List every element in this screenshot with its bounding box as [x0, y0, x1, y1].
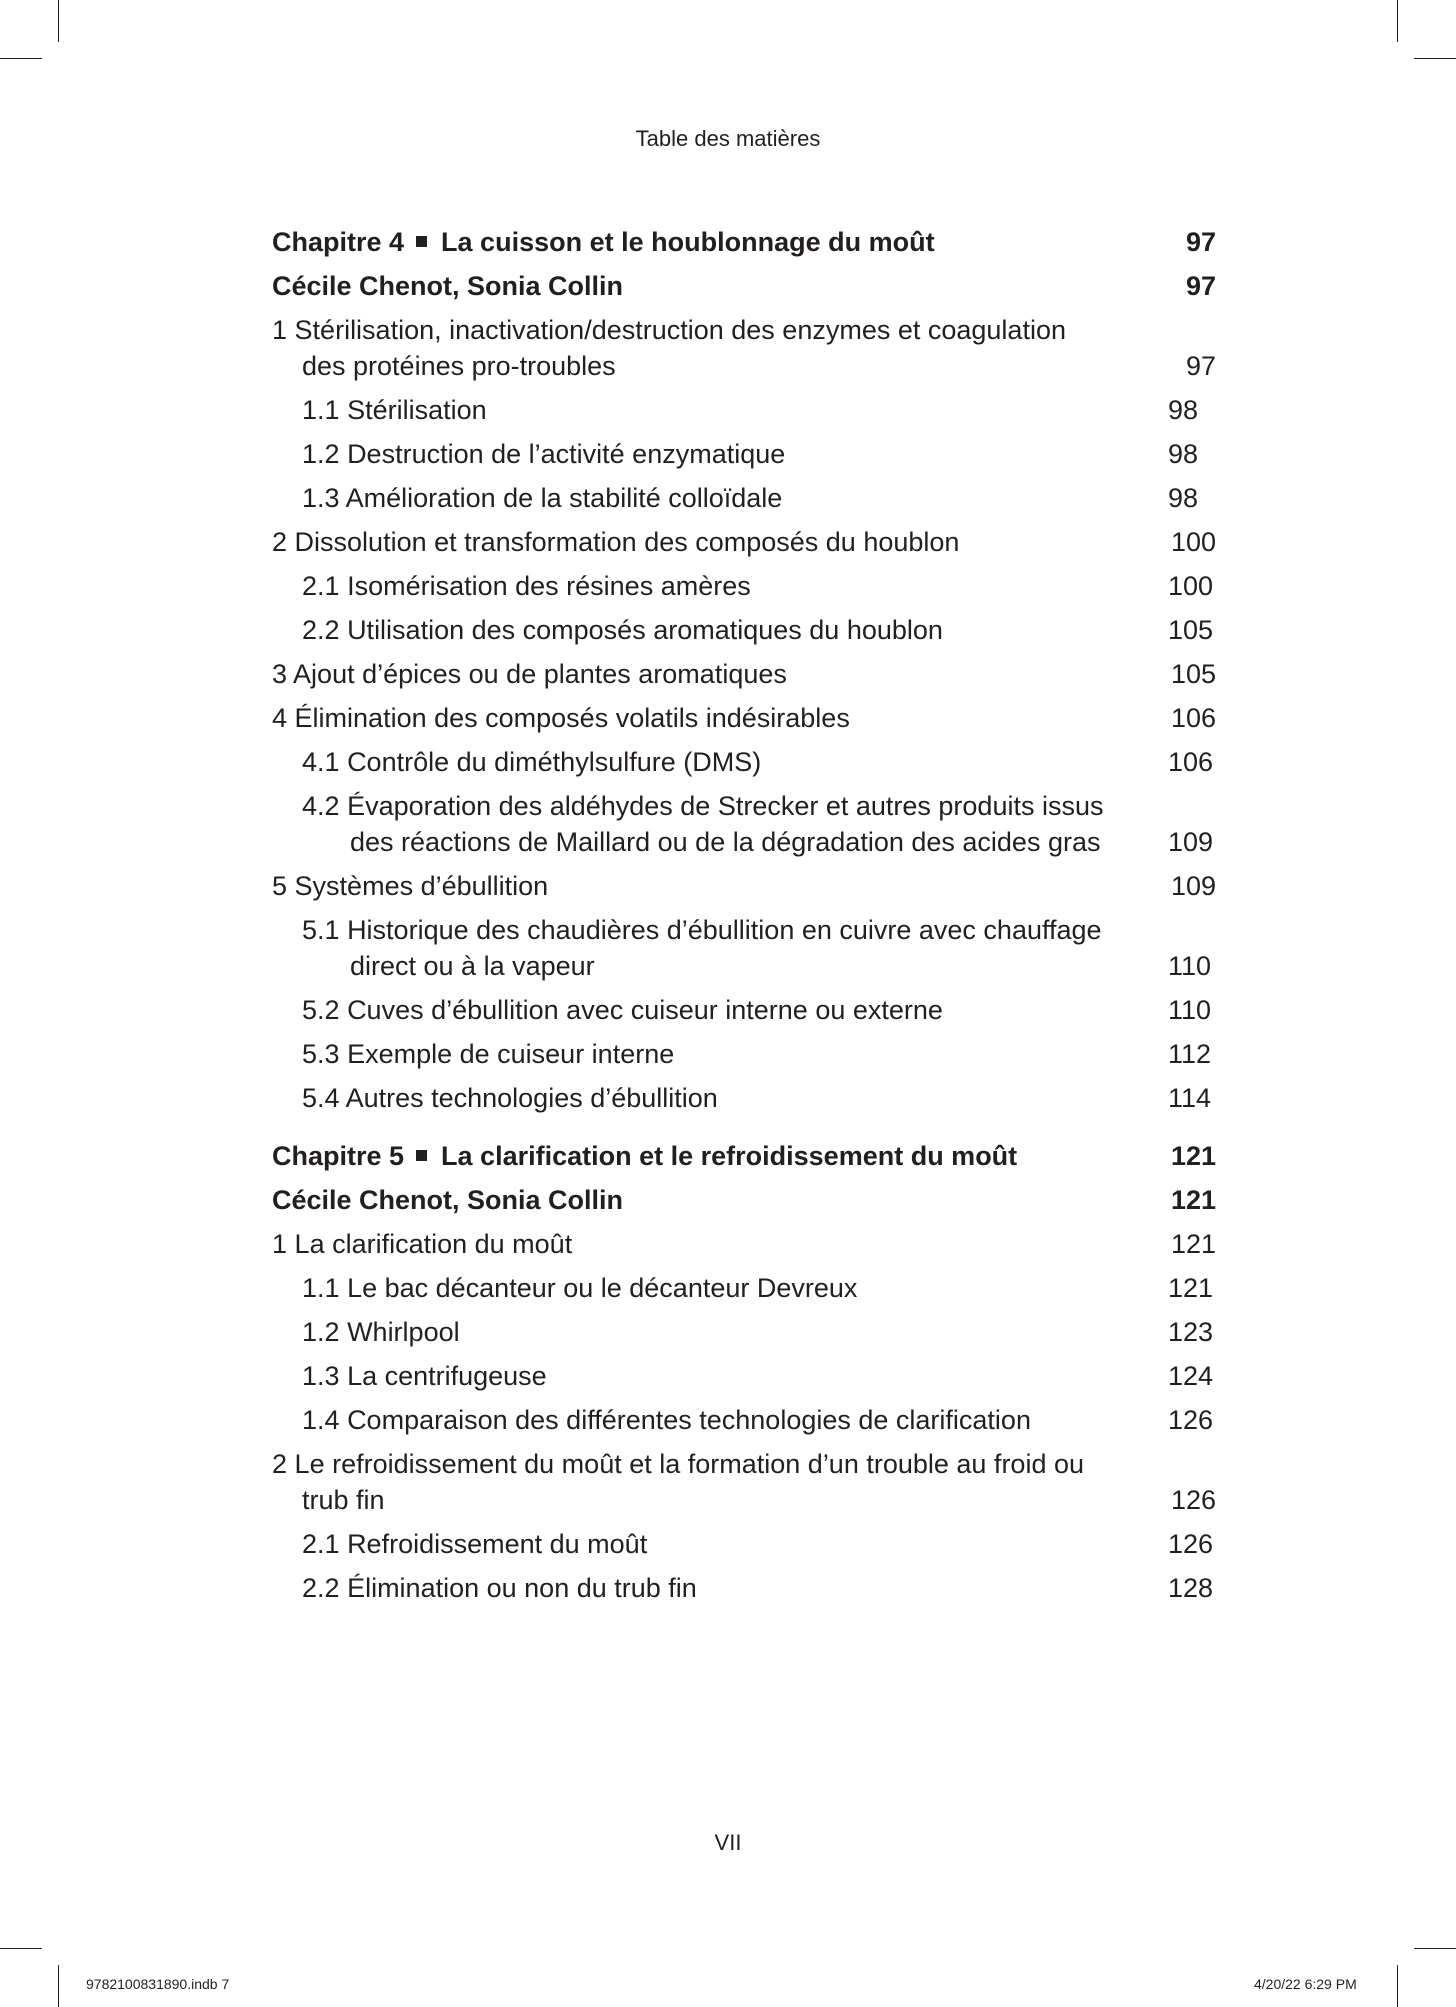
toc-entry: 5.3 Exemple de cuiseur interne 112 — [272, 1036, 1216, 1072]
toc-entry-page: 100 — [1170, 527, 1216, 557]
authors-text: Cécile Chenot, Sonia Collin — [272, 1185, 624, 1215]
chapter-page: 121 — [1170, 1141, 1216, 1171]
toc-entry-title: Le bac décanteur ou le décanteur Devreux — [347, 1273, 858, 1303]
chapter-title: La clarification et le refroidissement du moût — [441, 1141, 1018, 1171]
chapter-title-line — [272, 1138, 1216, 1174]
toc-entry-number: 1.1 — [302, 1273, 340, 1303]
toc-entry-number: 2 — [272, 527, 288, 557]
toc-entry-title: Refroidissement du moût — [347, 1529, 648, 1559]
toc-entry-text — [302, 912, 1216, 984]
crop-mark — [58, 1965, 59, 2007]
crop-mark — [1397, 1965, 1398, 2007]
toc-entry-text — [272, 1446, 1216, 1518]
toc-entry-title: Cuves d’ébullition avec cuiseur interne ou externe — [347, 995, 943, 1025]
toc-entry-number: 1.1 — [302, 395, 340, 425]
toc-entry-number: 2 — [272, 1449, 288, 1479]
toc-entry-title: Contrôle du diméthylsulfure (DMS) — [347, 747, 762, 777]
toc-entry-text — [302, 744, 1216, 780]
toc-entry-title: La centrifugeuse — [347, 1361, 547, 1391]
toc-entry — [272, 656, 1216, 692]
running-head: Table des matières — [635, 126, 821, 151]
toc-entry — [272, 312, 1216, 384]
toc-entry-title: Autres technologies d’ébullition — [345, 1083, 718, 1113]
toc-entry: 4.1 Contrôle du diméthylsulfure (DMS) 106 — [272, 744, 1216, 780]
toc-entry-text — [302, 568, 1216, 604]
toc-entry: 2.2 Utilisation des composés aromatiques du houblon 105 — [272, 612, 1216, 648]
toc-entry-text — [302, 788, 1216, 860]
toc-entry: 5.2 Cuves d’ébullition avec cuiseur interne ou externe 110 — [272, 992, 1216, 1028]
toc-entry-title: Whirlpool — [347, 1317, 460, 1347]
toc-entry-number: 4.1 — [302, 747, 340, 777]
toc-entry: 1.4 Comparaison des différentes technologies de clarification 126 — [272, 1402, 1216, 1438]
crop-mark — [58, 0, 59, 42]
toc-entry-title: Destruction de l’activité enzymatique — [347, 439, 786, 469]
toc-entry-title: Utilisation des composés aromatiques du houblon — [347, 615, 943, 645]
toc-entry-text — [302, 392, 1216, 428]
toc-entry: 5.1 Historique des chaudières d’ébullition en cuivre avec chauffage direct ou à la vapeur 110 — [272, 912, 1216, 984]
toc-entry-title: Isomérisation des résines amères — [347, 571, 751, 601]
toc-entry-number: 5.3 — [302, 1039, 340, 1069]
crop-mark — [1414, 58, 1456, 59]
toc-entry — [272, 1446, 1216, 1518]
toc-entry-text — [302, 1358, 1216, 1394]
chapter-label: Chapitre 4 — [272, 227, 405, 257]
toc-entry-number: 2.2 — [302, 615, 340, 645]
toc-entry: 1.2 Destruction de l’activité enzymatique 98 — [272, 436, 1216, 472]
toc-entry-text — [302, 992, 1216, 1028]
toc-entry-title: Stérilisation — [347, 395, 487, 425]
square-bullet-icon — [416, 236, 427, 247]
toc-entry-number: 5 — [272, 871, 288, 901]
toc-entry-number: 4.2 — [302, 791, 340, 821]
chapter-heading — [272, 224, 1216, 260]
toc-entry-number: 5.2 — [302, 995, 340, 1025]
toc-entry: 2.1 Refroidissement du moût 126 — [272, 1526, 1216, 1562]
toc-entry: 1.3 Amélioration de la stabilité colloïdale 98 — [272, 480, 1216, 516]
toc-entry — [272, 868, 1216, 904]
toc-entry-number: 1.2 — [302, 439, 340, 469]
chapter-heading — [272, 1138, 1216, 1174]
toc-entry-number: 2.1 — [302, 571, 340, 601]
toc-entry-number: 2.1 — [302, 1529, 340, 1559]
toc-entry-title: Exemple de cuiseur interne — [347, 1039, 675, 1069]
toc-entry-text — [272, 524, 1216, 560]
slug-timestamp: 4/20/22 6:29 PM — [1254, 1976, 1357, 1992]
toc-entry: 2.2 Élimination ou non du trub fin 128 — [272, 1570, 1216, 1606]
toc-entry: 4.2 Évaporation des aldéhydes de Strecker et autres produits issus des réactions de Maillard ou de la dégradation des acides gras 109 — [272, 788, 1216, 860]
crop-mark — [0, 58, 42, 59]
toc-entry-number: 4 — [272, 703, 288, 733]
toc-entry-page: 105 — [1170, 659, 1216, 689]
chapter-page: 97 — [1185, 227, 1216, 257]
toc-entry — [272, 524, 1216, 560]
chapter-gap — [272, 1124, 1216, 1138]
toc-entry-title: Élimination des composés volatils indésirables — [294, 703, 850, 733]
authors-page: 121 — [1170, 1185, 1216, 1215]
toc-entry-number: 1.2 — [302, 1317, 340, 1347]
slug-file-info: 9782100831890.indb 7 — [86, 1976, 230, 1992]
chapter-title-line — [272, 224, 1216, 260]
toc-entry-number: 5.1 — [302, 915, 340, 945]
authors-page: 97 — [1185, 271, 1216, 301]
toc-entry-text — [272, 1226, 1216, 1262]
toc-entry-text — [272, 656, 1216, 692]
toc-entry-text — [302, 1270, 1216, 1306]
toc-entry-text — [302, 1080, 1216, 1116]
toc-entry-text — [272, 868, 1216, 904]
table-of-contents — [272, 224, 1216, 1614]
toc-entry-number: 3 — [272, 659, 288, 689]
toc-entry-title: Systèmes d’ébullition — [294, 871, 549, 901]
toc-entry-title: Évaporation des aldéhydes de Strecker et autres produits issus des réactions de Maillard ou de la dégradation des acides gras — [347, 791, 1104, 857]
authors-text: Cécile Chenot, Sonia Collin — [272, 271, 624, 301]
toc-entry-number: 5.4 — [302, 1083, 340, 1113]
toc-entry-title: Dissolution et transformation des composés du houblon — [294, 527, 960, 557]
page-number: VII — [714, 1830, 742, 1855]
toc-entry-number: 1.3 — [302, 483, 340, 513]
toc-entry-text — [302, 1570, 1216, 1606]
toc-entry: 1.1 Stérilisation 98 — [272, 392, 1216, 428]
toc-entry-page: 121 — [1170, 1229, 1216, 1259]
toc-entry: 5.4 Autres technologies d’ébullition 114 — [272, 1080, 1216, 1116]
toc-entry-page: 106 — [1170, 703, 1216, 733]
chapter-label: Chapitre 5 — [272, 1141, 405, 1171]
chapter-title: La cuisson et le houblonnage du moût — [441, 227, 935, 257]
toc-entry-text — [302, 612, 1216, 648]
toc-entry-number: 1 — [272, 315, 288, 345]
toc-entry-title: Historique des chaudières d’ébullition en cuivre avec chauffage direct ou à la vapeur — [347, 915, 1102, 981]
toc-entry — [272, 1226, 1216, 1262]
crop-mark — [1397, 0, 1398, 42]
crop-mark — [1414, 1948, 1456, 1949]
toc-entry: 1.1 Le bac décanteur ou le décanteur Devreux 121 — [272, 1270, 1216, 1306]
toc-entry-title: Comparaison des différentes technologies de clarification — [347, 1405, 1031, 1435]
toc-entry-number: 2.2 — [302, 1573, 340, 1603]
toc-entry-text — [302, 480, 1216, 516]
crop-mark — [0, 1948, 42, 1949]
toc-entry-page: 109 — [1170, 871, 1216, 901]
toc-entry: 1.3 La centrifugeuse 124 — [272, 1358, 1216, 1394]
toc-entry-text — [302, 1402, 1216, 1438]
toc-entry-title: La clarification du moût — [294, 1229, 573, 1259]
toc-entry-text — [302, 1526, 1216, 1562]
square-bullet-icon — [416, 1150, 427, 1161]
toc-entry-number: 1.4 — [302, 1405, 340, 1435]
chapter-authors — [272, 268, 1216, 304]
toc-entry-title: Le refroidissement du moût et la formation d’un trouble au froid ou trub fin — [294, 1449, 1084, 1515]
toc-entry-title: Stérilisation, inactivation/destruction des enzymes et coagulation des protéines pro-troubles — [294, 315, 1066, 381]
toc-entry-text — [302, 1036, 1216, 1072]
chapter-authors — [272, 1182, 1216, 1218]
toc-entry: 1.2 Whirlpool 123 — [272, 1314, 1216, 1350]
toc-entry: 2.1 Isomérisation des résines amères 100 — [272, 568, 1216, 604]
toc-entry-title: Ajout d’épices ou de plantes aromatiques — [293, 659, 787, 689]
toc-entry-page: 126 — [1170, 1485, 1216, 1515]
toc-entry-number: 1 — [272, 1229, 288, 1259]
toc-entry-title: Amélioration de la stabilité colloïdale — [345, 483, 783, 513]
toc-entry-text — [272, 700, 1216, 736]
toc-entry-text — [302, 1314, 1216, 1350]
toc-entry-number: 1.3 — [302, 1361, 340, 1391]
toc-entry-title: Élimination ou non du trub fin — [347, 1573, 697, 1603]
toc-entry-text — [302, 436, 1216, 472]
toc-entry-text — [272, 312, 1216, 384]
toc-entry — [272, 700, 1216, 736]
